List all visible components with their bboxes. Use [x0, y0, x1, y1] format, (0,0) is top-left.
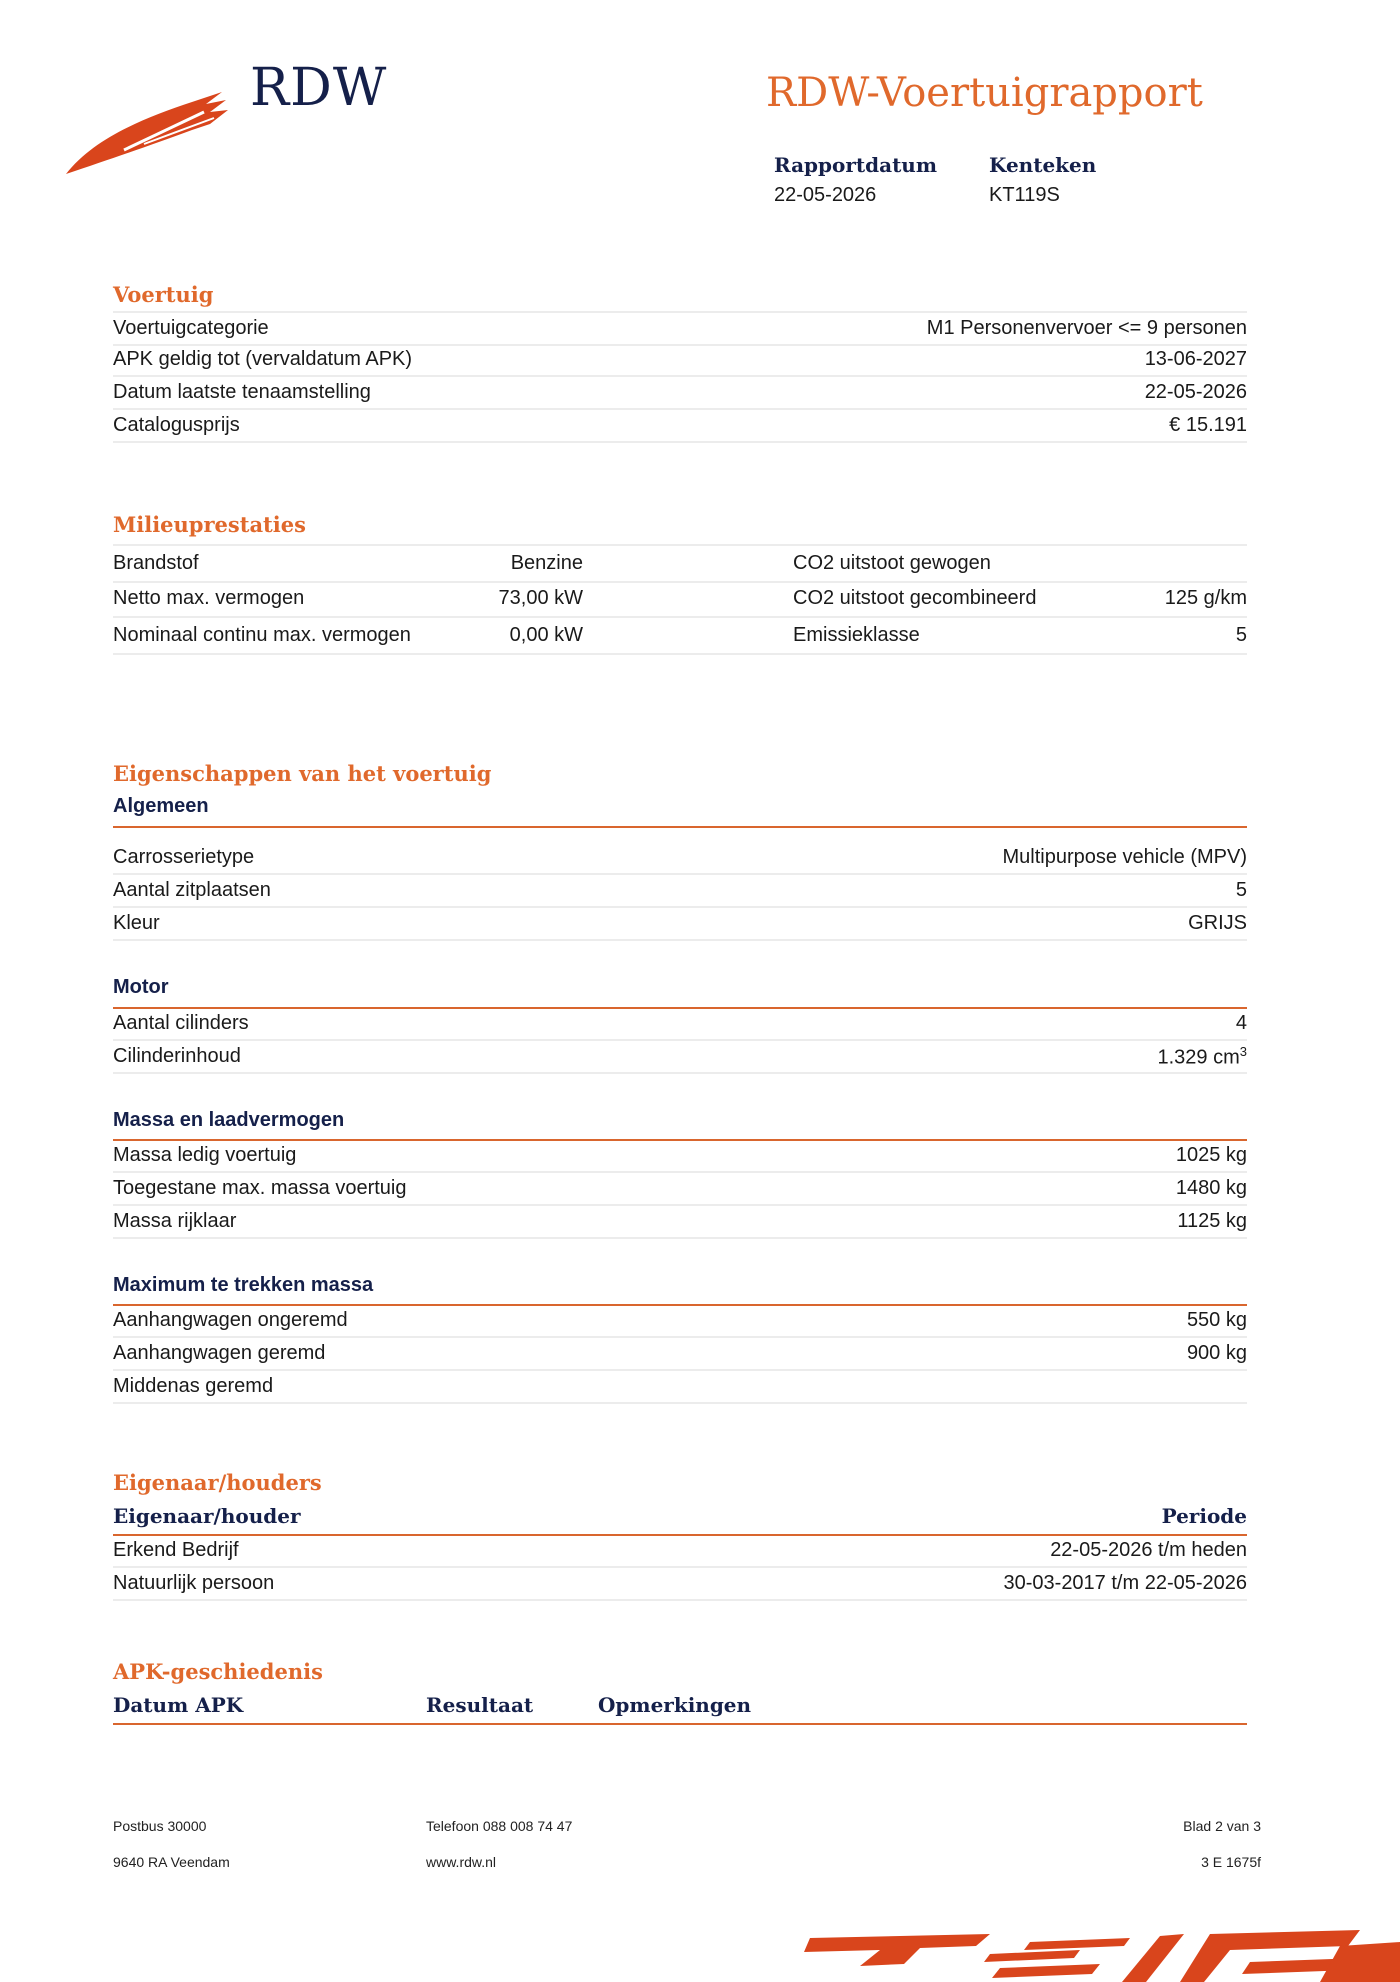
row-value: € 15.191 [1169, 414, 1247, 436]
subsection-title-motor: Motor [113, 976, 169, 998]
row-value: 1025 kg [1175, 1144, 1247, 1166]
table-row [113, 1568, 1247, 1601]
row-label: Natuurlijk persoon [113, 1572, 275, 1594]
row-label: Massa ledig voertuig [113, 1144, 297, 1166]
table-row [113, 618, 1247, 655]
row-value: 0,00 kW [509, 624, 583, 646]
rdw-logo-icon [64, 88, 234, 178]
table-row [113, 1140, 1247, 1173]
row-value: 22-05-2026 [1144, 381, 1247, 403]
footer-document-code: 3 E 1675f [1201, 1854, 1261, 1870]
row-label: Toegestane max. massa voertuig [113, 1177, 407, 1199]
subsection-title-trekken: Maximum te trekken massa [113, 1274, 374, 1296]
column-header-opmerkingen: Opmerkingen [598, 1693, 752, 1717]
row-label: Brandstof [113, 552, 199, 574]
row-value: 900 kg [1186, 1342, 1247, 1364]
row-label: Middenas geremd [113, 1375, 274, 1397]
table-row [113, 1206, 1247, 1239]
row-value: 13-06-2027 [1144, 348, 1247, 370]
row-value: Multipurpose vehicle (MPV) [1002, 846, 1247, 868]
plate-value: KT119S [989, 184, 1060, 206]
row-value: Benzine [510, 552, 583, 574]
row-label: Nominaal continu max. vermogen [113, 624, 411, 646]
row-label: Kleur [113, 912, 160, 934]
row-value: 1125 kg [1177, 1210, 1247, 1232]
table-row [113, 311, 1247, 346]
row-value: 1.329 $cm^3$ [1157, 1043, 1247, 1069]
table-row [113, 1305, 1247, 1338]
row-value: 5 [1235, 879, 1247, 901]
report-date: 22-05-2026 [774, 184, 877, 206]
subsection-title-massa: Massa en laadvermogen [113, 1109, 345, 1131]
row-label: Aanhangwagen ongeremd [113, 1309, 348, 1331]
row-label: Erkend Bedrijf [113, 1539, 239, 1561]
table-row [113, 1041, 1247, 1074]
row-value: 22-05-2026 t/m heden [1050, 1539, 1247, 1561]
table-row [113, 377, 1247, 410]
row-label: Aanhangwagen geremd [113, 1342, 326, 1364]
table-row [113, 908, 1247, 941]
table-row [113, 842, 1247, 875]
row-value: 550 kg [1186, 1309, 1247, 1331]
row-label: Carrosserietype [113, 846, 255, 868]
table-row [113, 544, 1247, 583]
footer-website-link[interactable]: www.rdw.nl [426, 1854, 497, 1870]
row-label: APK geldig tot (vervaldatum APK) [113, 348, 413, 370]
logo-text: RDW [250, 58, 388, 118]
row-label: Datum laatste tenaamstelling [113, 381, 371, 403]
row-value: 5 [1235, 624, 1247, 646]
section-title-milieu: Milieuprestaties [113, 512, 306, 537]
row-label: Netto max. vermogen [113, 587, 305, 609]
row-label: Cilinderinhoud [113, 1045, 241, 1067]
report-date-label: Rapportdatum [774, 153, 938, 177]
footer-address-line2: 9640 RA Veendam [113, 1854, 230, 1870]
plate-label: Kenteken [989, 153, 1097, 177]
column-header-eigenaar: Eigenaar/houder [113, 1504, 301, 1528]
divider [113, 1723, 1247, 1725]
table-row [113, 1338, 1247, 1371]
row-value: 30-03-2017 t/m 22-05-2026 [1003, 1572, 1247, 1594]
table-row [113, 1173, 1247, 1206]
table-row [113, 1371, 1247, 1404]
decorative-stripes-icon [800, 1924, 1400, 1982]
row-value: 4 [1235, 1012, 1247, 1034]
row-label: Voertuigcategorie [113, 317, 269, 339]
column-header-resultaat: Resultaat [426, 1693, 534, 1717]
table-row [113, 1535, 1247, 1568]
section-title-eigenaar: Eigenaar/houders [113, 1470, 322, 1495]
row-label: CO2 uitstoot gecombineerd [793, 587, 1037, 609]
table-row [113, 344, 1247, 377]
row-label: CO2 uitstoot gewogen [793, 552, 991, 574]
column-header-periode: Periode [1161, 1504, 1247, 1528]
row-label: Aantal cilinders [113, 1012, 249, 1034]
footer-address-line1: Postbus 30000 [113, 1818, 207, 1834]
row-label: Emissieklasse [793, 624, 920, 646]
table-row [113, 410, 1247, 443]
report-title: RDW-Voertuigrapport [766, 70, 1203, 116]
footer-phone: Telefoon 088 008 74 47 [426, 1818, 573, 1834]
row-label: Catalogusprijs [113, 414, 240, 436]
section-title-apk: APK-geschiedenis [113, 1659, 323, 1684]
row-value: M1 Personenvervoer <= 9 personen [926, 317, 1247, 339]
divider [113, 826, 1247, 828]
table-row [113, 875, 1247, 908]
unit-superscript: 3 [1239, 1043, 1247, 1059]
row-value: 1480 kg [1175, 1177, 1247, 1199]
table-row [113, 581, 1247, 618]
table-row [113, 1008, 1247, 1041]
footer-page-number: Blad 2 van 3 [1183, 1818, 1261, 1834]
row-value: GRIJS [1188, 912, 1247, 934]
row-value: 125 g/km [1164, 587, 1247, 609]
section-title-voertuig: Voertuig [113, 282, 214, 307]
column-header-datum-apk: Datum APK [113, 1693, 244, 1717]
subsection-title-algemeen: Algemeen [113, 795, 209, 817]
row-value: 73,00 kW [498, 587, 583, 609]
row-label: Aantal zitplaatsen [113, 879, 271, 901]
row-label: Massa rijklaar [113, 1210, 237, 1232]
section-title-eigenschappen: Eigenschappen van het voertuig [113, 761, 492, 786]
